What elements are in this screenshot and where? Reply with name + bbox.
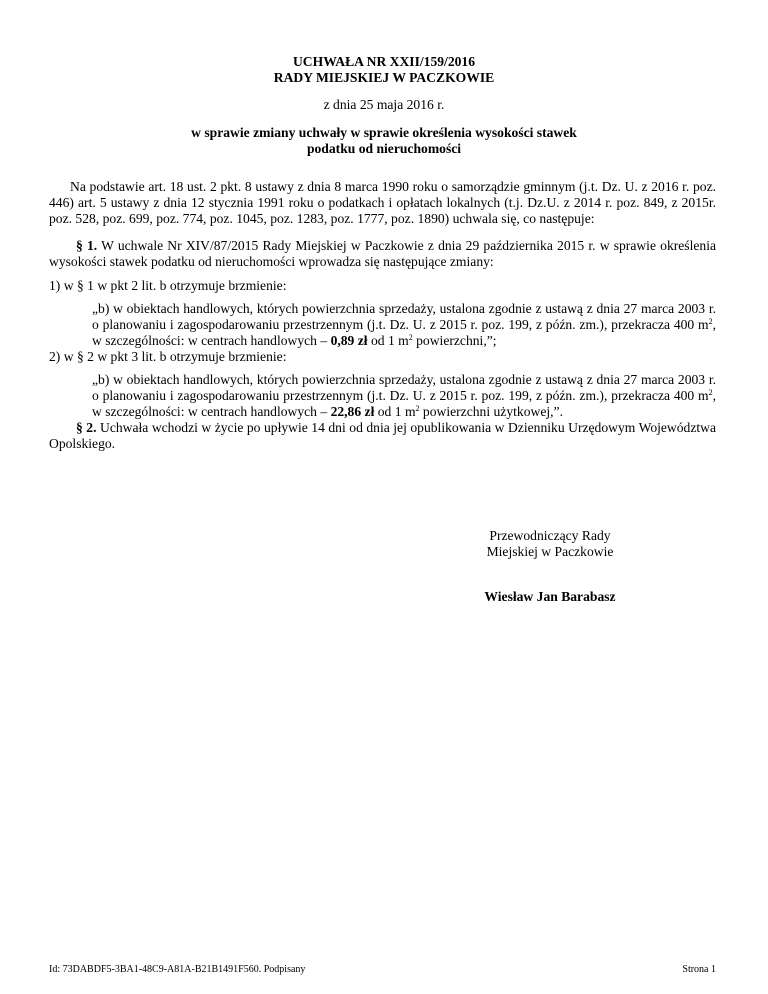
item-1-intro: 1) w § 1 w pkt 2 lit. b otrzymuje brzmienie: [49,278,287,293]
section-1-label: § 1. [76,238,98,253]
council-name: RADY MIEJSKIEJ W PACZKOWIE [273,70,495,85]
item-2-quote: „b) w obiektach handlowych, których powierzchnia sprzedaży, ustalona zgodnie z ustawą z dnia 27 marca 2003 r. o planowaniu i zagospodarowaniu przestrzennym (j.t. Dz. U. z 2015 r. poz. 199, z późn. zm.), przekracza 400 $m^2$, w szczególności: w centrach handlowych – 22,86 zł od 1 $m^2$ powierzchni użytkowej,”. [92,372,716,419]
document-id-footer: Id: 73DABDF5-3BA1-48C9-A81A-B21B1491F560. Podpisany [49,964,306,975]
section-1 [49,238,716,270]
resolution-date: z dnia 25 maja 2016 r. [323,97,445,112]
signatory-role-line-2: Miejskiej w Paczkowie [486,544,614,559]
signatory-role-line-1: Przewodniczący Rady [489,528,611,543]
page-number: Strona 1 [682,964,716,975]
item-1-quote: „b) w obiektach handlowych, których powierzchnia sprzedaży, ustalona zgodnie z ustawą z dnia 27 marca 2003 r. o planowaniu i zagospodarowaniu przestrzennym (j.t. Dz. U. z 2015 r. poz. 199, z późn. zm.), przekracza 400 $m^2$, w szczególności: w centrach handlowych – 0,89 zł od 1 $m^2$ powierzchni,”; [92,301,716,348]
section-2-label: § 2. [76,420,97,435]
section-2-text: Uchwała wchodzi w życie po upływie 14 dni od dnia jej opublikowania w Dzienniku Urzędowym Województwa Opolskiego. [49,420,717,451]
section-2 [49,420,716,452]
subject-line-2: podatku od nieruchomości [306,141,462,156]
subject-line-1: w sprawie zmiany uchwały w sprawie określenia wysokości stawek [191,125,577,140]
signatory-name: Wiesław Jan Barabasz [484,589,616,604]
item-1-amount: 0,89 zł [330,333,368,348]
item-2-intro: 2) w § 2 w pkt 3 lit. b otrzymuje brzmienie: [49,349,287,364]
item-2-amount: 22,86 zł [330,404,375,419]
resolution-title: UCHWAŁA NR XXII/159/2016 [292,54,476,69]
section-1-text: W uchwale Nr XIV/87/2015 Rady Miejskiej w Paczkowie z dnia 29 października 2015 r. w sprawie określenia wysokości stawek podatku od nieruchomości wprowadza się następujące zmiany: [49,238,717,269]
preamble: Na podstawie art. 18 ust. 2 pkt. 8 ustawy z dnia 8 marca 1990 roku o samorządzie gminnym (j.t. Dz. U. z 2016 r. poz. 446) art. 5 ustawy z dnia 12 stycznia 1991 roku o podatkach i opłatach lokalnych (t.j. Dz.U. z 2014 r. poz. 849, z 2015r. poz. 528, poz. 699, poz. 774, poz. 1045, poz. 1283, poz. 1777, poz. 1890) uchwala się, co następuje: [49,179,716,226]
